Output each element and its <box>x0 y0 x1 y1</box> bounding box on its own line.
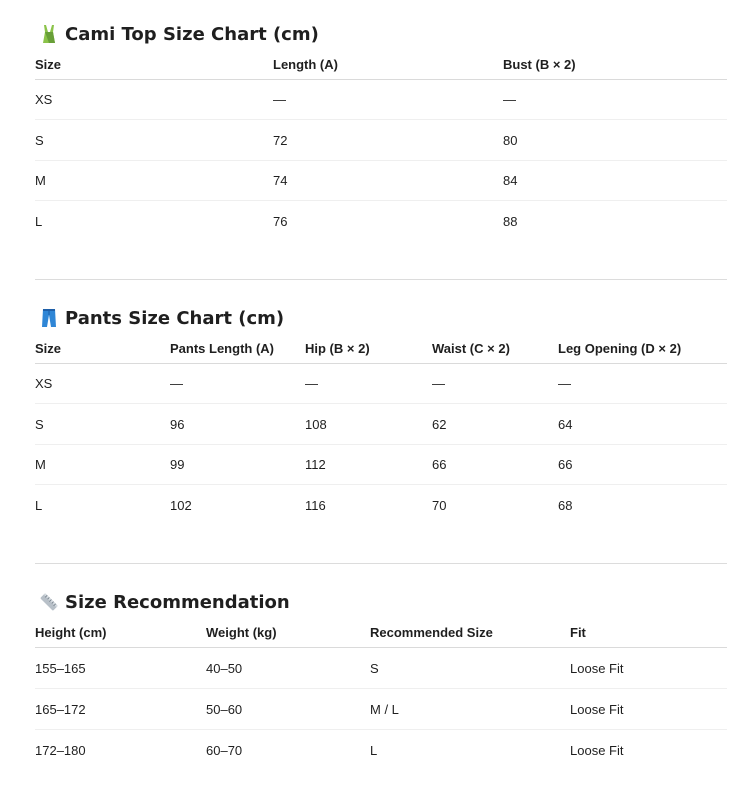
table-cell: 66 <box>432 445 558 485</box>
table-cell: 172–180 <box>35 742 86 758</box>
table-cell: XS <box>35 80 273 120</box>
table-cell: — <box>432 364 558 404</box>
pants-section <box>35 304 727 526</box>
table-cell: — <box>503 80 727 120</box>
col-header: Size <box>35 334 170 364</box>
col-header: Fit <box>570 618 727 648</box>
table-cell: 68 <box>558 497 573 513</box>
col-header: Recommended Size <box>370 618 570 648</box>
table-cell: 70 <box>432 497 447 513</box>
table-row <box>35 161 727 201</box>
table-row <box>35 80 727 120</box>
table-cell: 108 <box>305 404 432 445</box>
recommendation-title-row <box>35 588 727 616</box>
table-row <box>35 120 727 161</box>
col-header: Length (A) <box>273 50 503 80</box>
table-cell: 165–172 <box>35 689 206 730</box>
table-cell: XS <box>35 364 170 404</box>
table-cell: S <box>370 648 570 689</box>
table-cell: — <box>273 80 503 120</box>
table-cell: 40–50 <box>206 648 370 689</box>
jeans-icon <box>39 308 59 328</box>
table-row <box>35 201 727 242</box>
table-cell: 102 <box>170 497 192 513</box>
page-title-cami: Cami Top Size Chart (cm) <box>65 23 319 45</box>
table-cell: — <box>170 364 305 404</box>
ruler-icon <box>39 592 59 612</box>
table-row <box>35 648 727 689</box>
table-header-row <box>35 334 727 364</box>
table-row <box>35 485 727 526</box>
table-cell: 80 <box>503 120 727 161</box>
table-row <box>35 364 727 404</box>
col-header: Leg Opening (D × 2) <box>558 334 727 364</box>
cami-top-icon <box>39 24 59 44</box>
table-cell: L <box>370 742 378 758</box>
table-cell: M <box>35 161 273 201</box>
table-cell: 88 <box>503 213 518 229</box>
page-title-recommendation: Size Recommendation <box>65 591 290 613</box>
cami-section <box>35 20 727 242</box>
page-title-pants: Pants Size Chart (cm) <box>65 307 285 329</box>
pants-table <box>35 334 727 526</box>
table-row <box>35 730 727 771</box>
table-cell: Loose Fit <box>570 689 727 730</box>
table-cell: 66 <box>558 445 727 485</box>
col-header: Weight (kg) <box>206 618 370 648</box>
table-cell: M <box>35 445 170 485</box>
table-cell: 84 <box>503 161 727 201</box>
table-cell: L <box>35 497 43 513</box>
section-divider <box>35 279 727 280</box>
cami-table <box>35 50 727 242</box>
table-row <box>35 689 727 730</box>
table-cell: — <box>558 364 727 404</box>
table-cell: 60–70 <box>206 742 243 758</box>
table-cell: — <box>305 364 432 404</box>
table-cell: 64 <box>558 404 727 445</box>
table-header-row <box>35 618 727 648</box>
table-cell: 116 <box>305 497 326 513</box>
pants-title-row <box>35 304 727 332</box>
table-cell: L <box>35 213 43 229</box>
col-header: Height (cm) <box>35 618 206 648</box>
table-cell: S <box>35 120 273 161</box>
table-cell: 72 <box>273 120 503 161</box>
table-cell: 96 <box>170 404 305 445</box>
table-row <box>35 445 727 485</box>
section-divider <box>35 563 727 564</box>
table-cell: Loose Fit <box>570 648 727 689</box>
recommendation-table <box>35 618 727 771</box>
table-cell: 62 <box>432 404 558 445</box>
table-cell: 99 <box>170 445 305 485</box>
table-cell: 50–60 <box>206 689 370 730</box>
col-header: Pants Length (A) <box>170 334 305 364</box>
table-cell: 76 <box>273 213 288 229</box>
cami-title-row <box>35 20 727 48</box>
table-cell: M / L <box>370 689 570 730</box>
col-header: Hip (B × 2) <box>305 334 432 364</box>
table-cell: Loose Fit <box>570 742 624 758</box>
table-row <box>35 404 727 445</box>
table-cell: 112 <box>305 445 432 485</box>
table-cell: 74 <box>273 161 503 201</box>
table-cell: 155–165 <box>35 648 206 689</box>
table-header-row <box>35 50 727 80</box>
col-header: Waist (C × 2) <box>432 334 558 364</box>
col-header: Bust (B × 2) <box>503 50 727 80</box>
recommendation-section <box>35 588 727 771</box>
table-cell: S <box>35 404 170 445</box>
col-header: Size <box>35 50 273 80</box>
